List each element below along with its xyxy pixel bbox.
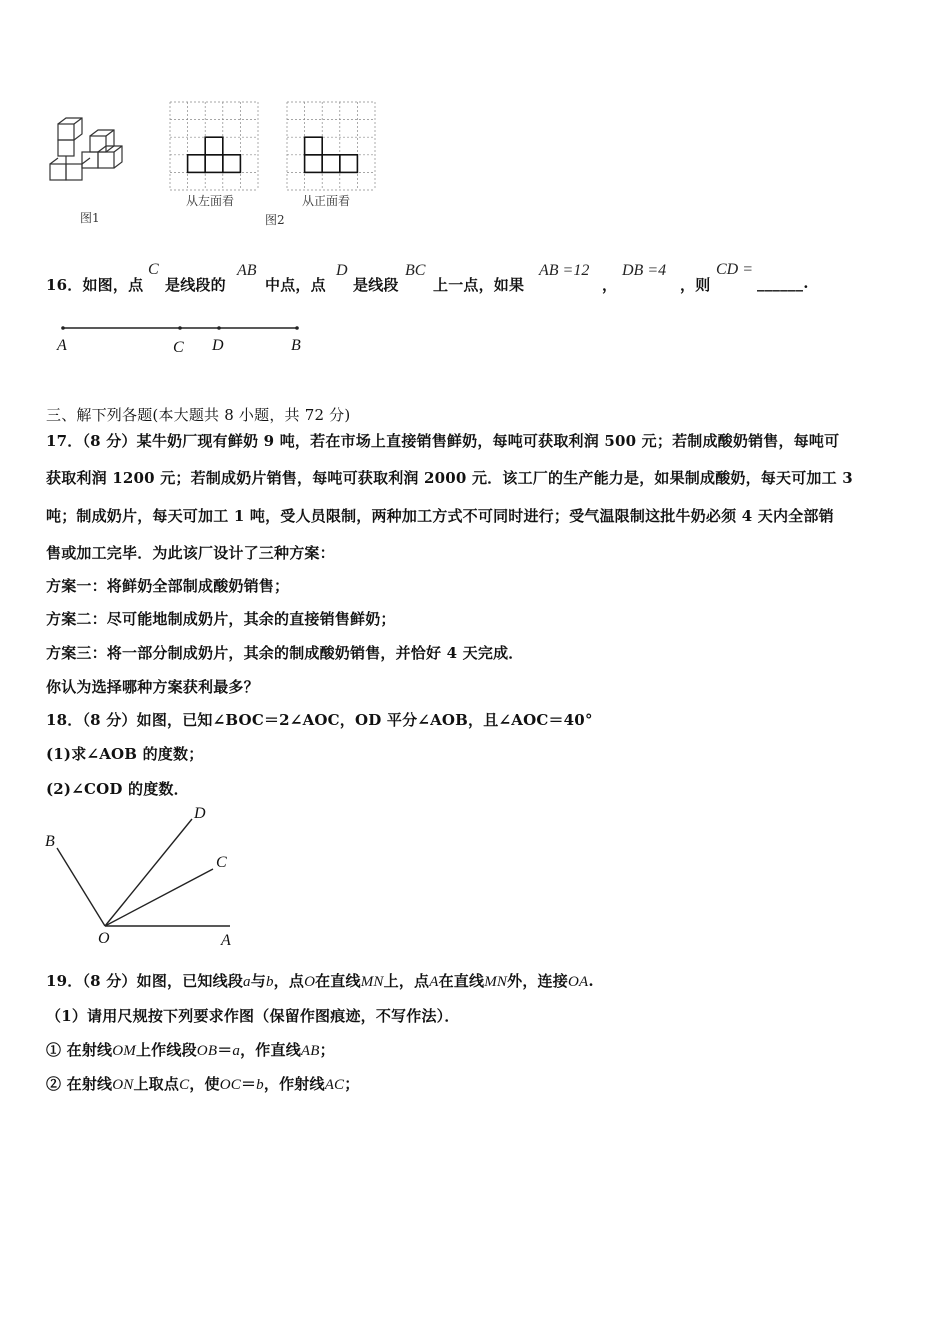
angle-label-D: D xyxy=(194,805,206,822)
q17-plan-3: 方案三：将一部分制成奶片，其余的制成酸奶销售，并恰好 4 天完成． xyxy=(46,644,524,662)
point-label-C: C xyxy=(173,339,184,356)
angle-label-O: O xyxy=(98,930,110,947)
q19-line-2: （1）请用尺规按下列要求作图（保留作图痕迹，不写作法）． xyxy=(46,1007,460,1025)
q16-math-eq1: AB =12 xyxy=(539,262,590,279)
point-label-A: A xyxy=(57,337,67,354)
q16-text-3: 是线段 xyxy=(353,276,399,294)
q19-step-2: ② 在射线ON上取点C，使OC＝b，作射线AC； xyxy=(46,1075,360,1093)
q16-text-4: 上一点，如果 xyxy=(433,276,525,294)
q16-text-5: ， xyxy=(602,276,618,294)
front-view-grid xyxy=(287,102,375,190)
angle-label-B: B xyxy=(45,833,55,850)
q16-math-eq3: CD = xyxy=(716,261,754,278)
angle-label-C: C xyxy=(216,854,227,871)
q16-math-AB: AB xyxy=(237,262,257,279)
q17-line-2: 获取利润 1200 元；若制成奶片销售，每吨可获取利润 2000 元．该工厂的生产能力是，如果制成酸奶，每天可加工 3 xyxy=(46,469,853,487)
q18-line-1: 18．（8 分）如图，已知∠BOC＝2∠AOC，OD 平分∠AOB，且∠AOC＝40° xyxy=(46,711,593,729)
fig2-caption: 图2 xyxy=(265,213,285,227)
q17-line-4: 售或加工完毕．为此该厂设计了三种方案： xyxy=(46,544,335,562)
segment-figure xyxy=(55,318,315,358)
q16-text-1: 是线段的 xyxy=(165,276,226,294)
q16-math-eq2: DB =4 xyxy=(622,262,667,279)
angle-figure xyxy=(40,800,240,950)
q17-plan-1: 方案一：将鲜奶全部制成酸奶销售； xyxy=(46,577,290,595)
point-label-B: B xyxy=(291,337,301,354)
q18-part-2: (2)∠COD 的度数． xyxy=(46,780,189,798)
q16-text-6: ，则 xyxy=(680,276,711,294)
section-title: 三、解下列各题(本大题共 8 小题，共 72 分) xyxy=(46,406,351,424)
q16-math-D: D xyxy=(336,262,348,279)
angle-label-A: A xyxy=(221,932,231,949)
q16-math-C: C xyxy=(148,261,159,278)
left-view-caption: 从左面看 xyxy=(186,194,235,208)
q16-prefix: 16．如图，点 xyxy=(46,276,144,294)
q16-text-2: 中点，点 xyxy=(265,276,326,294)
cube-stack-figure xyxy=(44,118,134,188)
q17-line-1: 17．（8 分）某牛奶厂现有鲜奶 9 吨，若在市场上直接销售鲜奶，每吨可获取利润 500 元；若制成酸奶销售，每吨可 xyxy=(46,432,840,450)
q17-line-3: 吨；制成奶片，每天可加工 1 吨，受人员限制，两种加工方式不可同时进行；受气温限制这批牛奶必须 4 天内全部销 xyxy=(46,507,834,525)
left-view-grid xyxy=(170,102,258,190)
q19-step-1: ① 在射线OM上作线段OB＝a，作直线AB； xyxy=(46,1041,335,1059)
front-view-caption: 从正面看 xyxy=(302,194,351,208)
q19-line-1: 19．（8 分）如图，已知线段a与b，点O在直线MN上，点A在直线MN外，连接OA. xyxy=(46,972,594,990)
q16-math-BC: BC xyxy=(405,262,426,279)
q17-plan-2: 方案二：尽可能地制成奶片，其余的直接销售鲜奶； xyxy=(46,610,396,628)
q18-part-1: (1)求∠AOB 的度数； xyxy=(46,745,204,763)
fig1-caption: 图1 xyxy=(80,211,100,225)
q16-answer-blank: ______. xyxy=(757,274,809,292)
q17-question: 你认为选择哪种方案获利最多？ xyxy=(46,678,259,696)
point-label-D: D xyxy=(212,337,224,354)
